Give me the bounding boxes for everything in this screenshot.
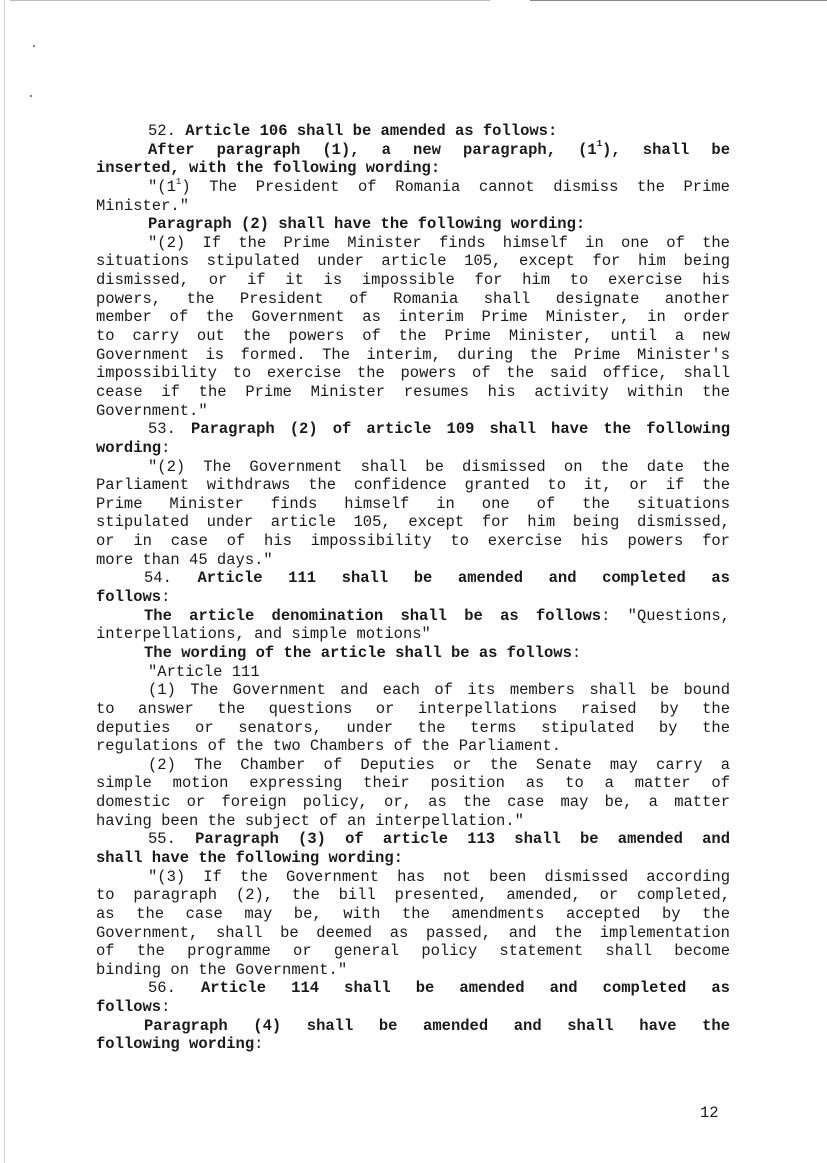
quote-text: ) The President of Romania cannot dismiss the Prime	[181, 177, 730, 196]
quote-line: Parliament withdraws the confidence granted to it, or if the	[96, 476, 730, 495]
quote-line: member of the Government as interim Prime Minister, in order	[96, 308, 730, 327]
superscript: 1	[596, 139, 603, 150]
quote-line: "(2) If the Prime Minister finds himself in one of the	[148, 233, 730, 252]
quote-line: of the programme or general policy statement shall become	[96, 942, 730, 961]
item-number: 53.	[148, 420, 191, 439]
item-number: 55.	[148, 830, 196, 849]
item-56-paragraph-4-heading-line2	[96, 1035, 730, 1054]
quote-line: regulations of the two Chambers of the Parliament.	[96, 737, 562, 756]
item-54-heading	[96, 569, 730, 588]
quote-line: situations stipulated under article 105, except for him being	[96, 252, 730, 271]
item-53-heading	[96, 420, 730, 439]
colon: :	[161, 438, 171, 457]
quote-line: having been the subject of an interpellation."	[96, 811, 524, 830]
scan-speck	[30, 95, 32, 97]
bold-instruction: Paragraph (3) of article 113 shall be amended and	[195, 830, 730, 849]
item-54-denomination-line2: interpellations, and simple motions"	[96, 625, 431, 644]
quote-line: Prime Minister finds himself in one of the situations	[96, 494, 730, 513]
quote-line: to carry out the powers of the Prime Minister, until a new	[96, 327, 730, 346]
quote-text: "(1	[148, 177, 176, 196]
bold-text: ), shall be	[602, 140, 730, 159]
item-54-heading-line2	[96, 588, 730, 607]
colon: :	[254, 1035, 264, 1054]
item-number: 56.	[148, 979, 201, 998]
item-55-heading-line2	[96, 849, 730, 868]
item-number: 54.	[144, 569, 198, 588]
scan-edge-top-right	[530, 0, 827, 1]
quote-line: deputies or senators, under the terms stipulated by the	[96, 718, 730, 737]
item-54-wording-heading	[96, 644, 730, 663]
document-body	[96, 122, 730, 1054]
item-52-new-paragraph-line2	[96, 159, 730, 178]
item-52-heading	[96, 122, 730, 141]
bold-instruction: Article 111 shall be amended and completed as	[197, 569, 730, 588]
item-56-heading	[96, 979, 730, 998]
bold-text: Paragraph (2) shall have the following wording:	[148, 215, 586, 234]
quote-line	[96, 178, 730, 197]
page-number: 12	[700, 1104, 719, 1122]
item-52-new-paragraph-line1	[96, 141, 730, 160]
scan-edge-top	[10, 0, 490, 1]
quote-line: impossibility to exercise the powers of the said office, shall	[96, 364, 730, 383]
quote-line: "(2) The Government shall be dismissed on the date the	[148, 457, 730, 476]
quote-line: dismissed, or if it is impossible for him to exercise his	[96, 271, 730, 290]
colon: :	[161, 588, 171, 607]
superscript: 1	[175, 176, 182, 187]
bold-instruction: Paragraph (2) of article 109 shall have the following	[190, 420, 730, 439]
quote-line: (1) The Government and each of its members shall be bound	[148, 681, 730, 700]
colon: :	[161, 998, 171, 1017]
quote-line: Government."	[96, 401, 208, 420]
item-52-paragraph-2-heading	[96, 215, 730, 234]
item-56-paragraph-4-heading	[96, 1017, 730, 1036]
quote-line: or in case of his impossibility to exercise his powers for	[96, 532, 730, 551]
bold-text: following wording	[96, 1035, 255, 1054]
article-title: "Article 111	[148, 662, 260, 681]
bold-instruction: Article 106 shall be amended as follows:	[185, 122, 558, 140]
bold-text: follows	[96, 588, 162, 607]
bold-text: The wording of the article shall be as follows	[144, 643, 572, 662]
item-54-denomination	[96, 607, 730, 626]
colon: :	[571, 643, 582, 662]
bold-text: The article denomination shall be as follows	[144, 606, 602, 625]
bold-text: shall have the following wording:	[96, 848, 403, 867]
bold-text: Paragraph (4) shall be amended and shall have the	[144, 1016, 730, 1035]
quote-line: cease if the Prime Minister resumes his activity within the	[96, 382, 730, 401]
quote-line: binding on the Government."	[96, 960, 348, 979]
quote-line: to answer the questions or interpellations raised by the	[96, 699, 730, 718]
quote-line: stipulated under article 105, except for him being dismissed,	[96, 513, 730, 532]
bold-text: inserted, with the following wording:	[96, 159, 441, 178]
quote-line: as the case may be, with the amendments accepted by the	[96, 904, 730, 923]
quote-text: : "Questions,	[601, 606, 730, 625]
bold-instruction: Article 114 shall be amended and completed as	[200, 979, 730, 998]
quote-line: (2) The Chamber of Deputies or the Senate may carry a	[148, 755, 730, 774]
item-53-heading-line2	[96, 439, 730, 458]
quote-line: simple motion expressing their position as to a matter of	[96, 774, 730, 793]
bold-text: follows	[96, 998, 162, 1017]
quote-line: powers, the President of Romania shall designate another	[96, 289, 730, 308]
bold-text: wording	[96, 438, 162, 457]
quote-line: more than 45 days."	[96, 550, 273, 569]
scan-edge-left	[4, 0, 5, 1163]
item-55-heading	[96, 830, 730, 849]
quote-line: domestic or foreign policy, or, as the case may be, a matter	[96, 793, 730, 812]
quote-line: Government is formed. The interim, during the Prime Minister's	[96, 345, 730, 364]
quote-line: "(3) If the Government has not been dismissed according	[148, 867, 730, 886]
quote-line: Government, shall be deemed as passed, and the implementation	[96, 923, 730, 942]
quote-line: Minister."	[96, 196, 190, 215]
scan-speck	[33, 45, 35, 47]
bold-text: After paragraph (1), a new paragraph, (1	[148, 140, 597, 159]
item-number: 52.	[148, 122, 186, 140]
item-56-heading-line2	[96, 998, 730, 1017]
quote-line: to paragraph (2), the bill presented, amended, or completed,	[96, 886, 730, 905]
